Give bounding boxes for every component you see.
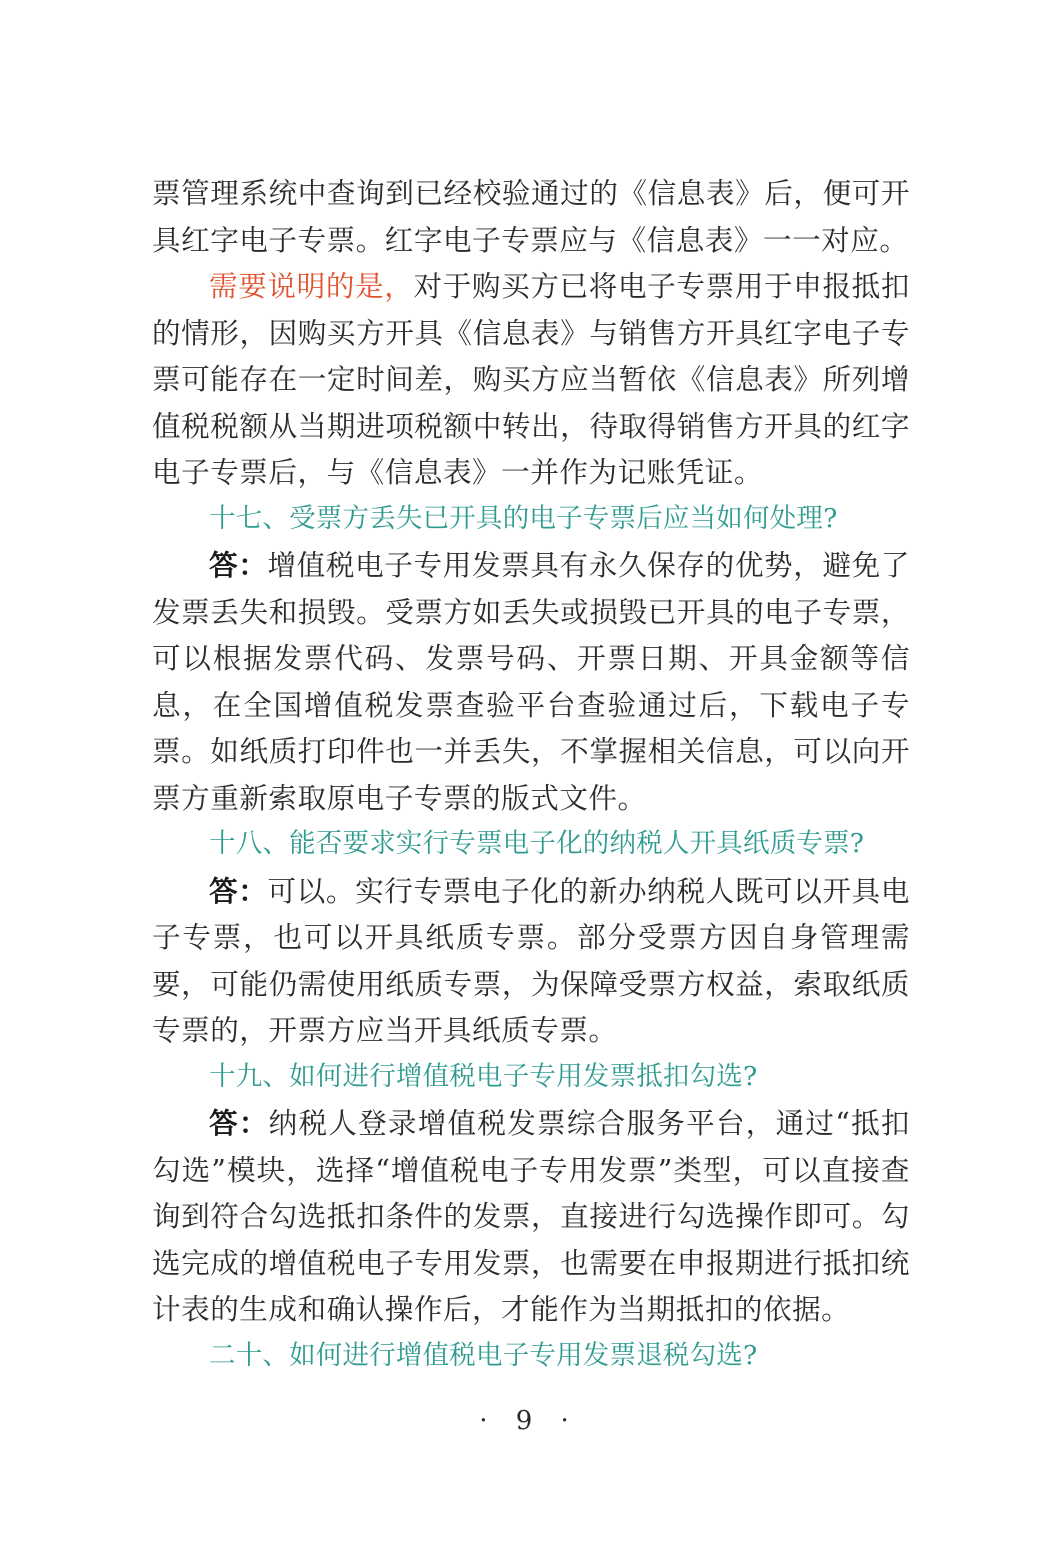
section-heading-19: 十九、如何进行增值税电子专用发票抵扣勾选? — [209, 1060, 758, 1092]
note-label: 需要说明的是， — [209, 269, 414, 303]
answer-text: 纳税人登录增值税发票综合服务平台，通过“抵扣勾选”模块，选择“增值税电子专用发票”类型，可以直接查询到符合勾选抵扣条件的发票，直接进行勾选操作即可。勾选完成的增值税电子专用发票，也需要在申报期进行抵扣统计表的生成和确认操作后，才能作为当期抵扣的依据。 — [152, 1106, 910, 1326]
section-heading-18: 十八、能否要求实行专票电子化的纳税人开具纸质专票? — [209, 828, 865, 859]
answer-17 — [152, 542, 910, 821]
note-text: 对于购买方已将电子专票用于申报抵扣的情形，因购买方开具《信息表》与销售方开具红字电子专票可能存在一定时间差，购买方应当暂依《信息表》所列增值税税额从当期进项税额中转出，待取得销售方开具的红字电子专票后，与《信息表》一并作为记账凭证。 — [152, 269, 910, 489]
answer-18 — [152, 868, 910, 1054]
answer-19 — [152, 1100, 910, 1333]
answer-label: 答： — [209, 548, 268, 582]
paragraph-note — [152, 263, 910, 496]
page-body — [152, 170, 910, 1379]
answer-text: 可以。实行专票电子化的新办纳税人既可以开具电子专票，也可以开具纸质专票。部分受票方因自身管理需要，可能仍需使用纸质专票，为保障受票方权益，索取纸质专票的，开票方应当开具纸质专票。 — [152, 873, 910, 1047]
answer-label: 答： — [209, 873, 268, 908]
section-heading-20: 二十、如何进行增值税电子专用发票退税勾选? — [209, 1339, 758, 1371]
answer-text: 增值税电子专用发票具有永久保存的优势，避免了发票丢失和损毁。受票方如丢失或损毁已开具的电子专票，可以根据发票代码、发票号码、开票日期、开具金额等信息，在全国增值税发票查验平台查验通过后，下载电子专票。如纸质打印件也一并丢失，不掌握相关信息，可以向开票方重新索取原电子专票的版式文件。 — [152, 548, 910, 815]
paragraph-continued: 票管理系统中查询到已经校验通过的《信息表》后，便可开具红字电子专票。红字电子专票应与《信息表》一一对应。 — [152, 176, 910, 257]
section-heading-17: 十七、受票方丢失已开具的电子专票后应当如何处理? — [209, 502, 838, 534]
page-number: · 9 · — [479, 1406, 579, 1436]
answer-label: 答： — [209, 1106, 269, 1140]
